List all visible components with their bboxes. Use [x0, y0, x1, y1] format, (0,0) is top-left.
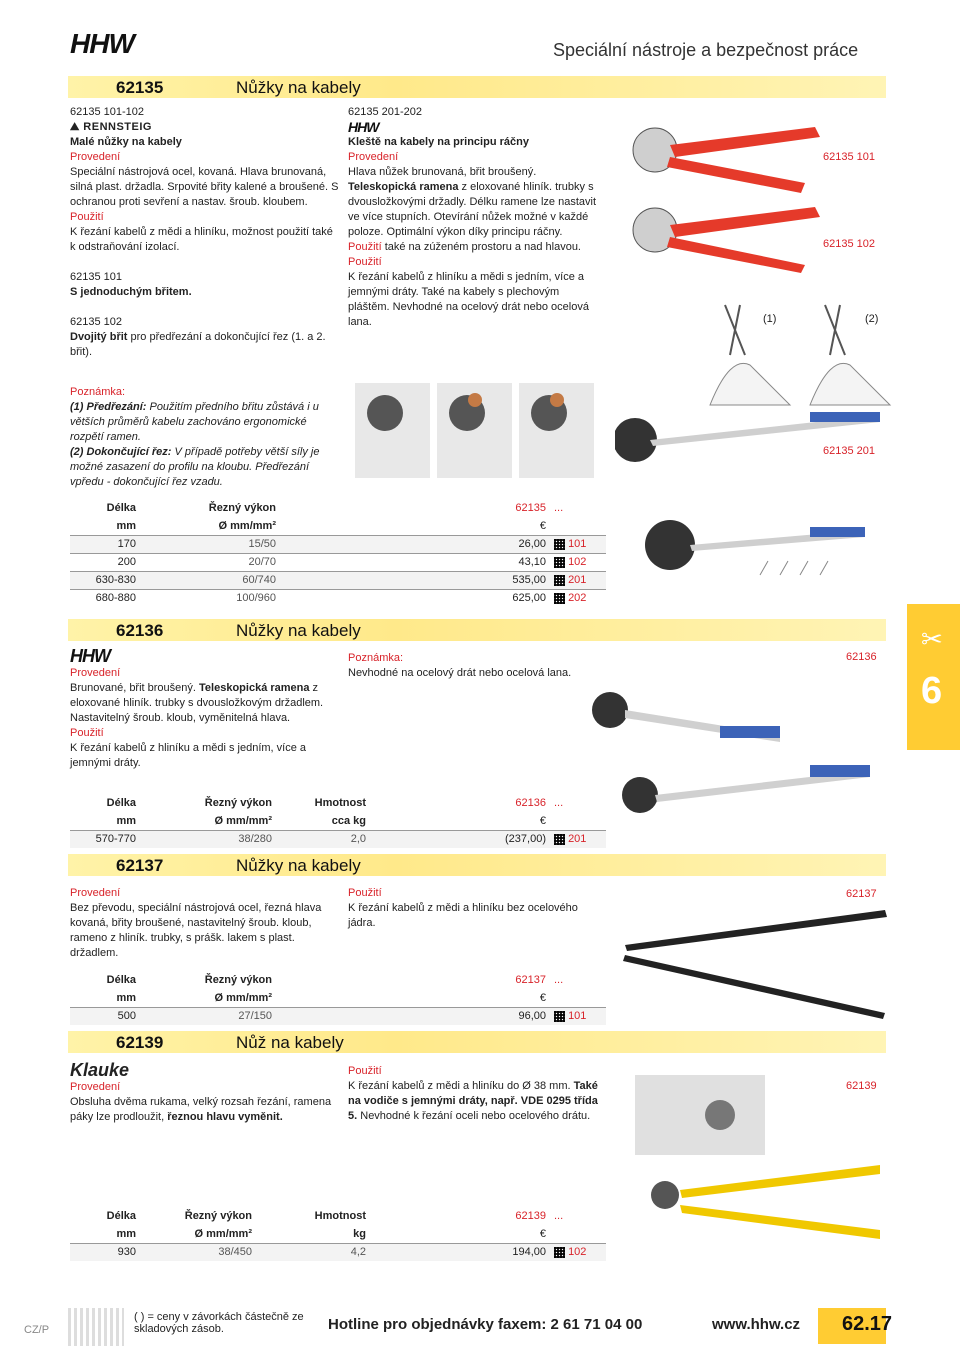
- cut-sequence-images: [345, 378, 615, 483]
- heading: Provedení: [348, 151, 399, 163]
- banner-62135: [68, 76, 886, 98]
- table-row: 500 27/150 96,00 101: [70, 1007, 606, 1025]
- heading: Použití: [70, 211, 104, 223]
- label-62137: 62137: [846, 888, 877, 900]
- table-row: 570-770 38/280 2,0 (237,00) 201: [70, 830, 606, 848]
- product-code: 62135 101-102: [70, 106, 145, 118]
- mark-1: (1): [763, 313, 777, 325]
- page-number: 62.17: [818, 1308, 886, 1344]
- code: 62135 101: [70, 271, 122, 283]
- heading: Provedení: [70, 151, 121, 163]
- table-62136: Délka Řezný výkon Hmotnost 62136 ... mm Ø mm/mm² cca kg € 570-770 38/280 2,0 (237,00) 201: [70, 794, 606, 848]
- product-name: Kleště na kabely na principu ráčny: [348, 136, 529, 148]
- table-62137: Délka Řezný výkon 62137 ... mm Ø mm/mm² € 500 27/150 96,00 101: [70, 971, 606, 1025]
- footer-pattern: [68, 1308, 124, 1346]
- col-62137-right: Použití K řezání kabelů z mědi a hliníku bez ocelového jádra.: [348, 887, 578, 929]
- table-row: 680-880 100/960 625,00 202: [70, 589, 606, 607]
- table-62135: [70, 499, 606, 607]
- col-62135-101: [70, 105, 340, 360]
- text: K řezání kabelů z hliníku a mědi s jedním, více a jemnými dráty. Také na kabely s plechovým pláštěm. Nevhodné na ocelový drát nebo ocelová lana.: [348, 271, 589, 328]
- product-name: Malé nůžky na kabely: [70, 136, 182, 148]
- label-62135-201: 62135 201: [823, 445, 875, 457]
- website: www.hhw.cz: [712, 1316, 801, 1333]
- banner-title: Nůžky na kabely: [236, 621, 361, 640]
- text: Dvojitý břit pro předřezání a dokončující řez (1. a 2. břit).: [70, 331, 326, 358]
- col-62135-201: [348, 105, 596, 330]
- product-image-62135-101-102: [615, 115, 825, 275]
- label-62135-101: 62135 101: [823, 151, 875, 163]
- code: 62135 102: [70, 316, 122, 328]
- text: Speciální nástrojová ocel, kovaná. Hlava brunovaná, silná plast. držadla. Srpovité břity kalené a broušené. S ochranou proti sevření a nastav. šroub. kloubem.: [70, 166, 339, 208]
- table-row: 170 15/50 26,00 101: [70, 535, 606, 553]
- hhw-logo: HHW: [70, 646, 110, 666]
- col-62139-right: Použití K řezání kabelů z mědi a hliníku do Ø 38 mm. Také na vodiče s jemnými dráty, např. VDE 0295 třída 5. Nevhodné k řezání oceli nebo ocelového drátu.: [348, 1065, 598, 1122]
- text: S jednoduchým břitem.: [70, 286, 192, 298]
- text: Hlava nůžek brunovaná, břit broušený. Teleskopická ramena z eloxované hliník. trubky s dvousložkovými držadly. Délku ramene lze nastavit ve více stupních. Otevírání nůžek možné v každé poloze. Optimální výkon díky principu ráčny. Použití také na zúženém prostoru a nad hlavou.: [348, 166, 597, 253]
- chapter-tab: [907, 604, 960, 750]
- table-row: 930 38/450 4,2 194,00 102: [70, 1243, 606, 1261]
- mark-2: (2): [865, 313, 879, 325]
- col-62136-right: Poznámka: Nevhodné na ocelový drát nebo ocelová lana.: [348, 652, 572, 679]
- col-62137-left: Provedení Bez převodu, speciální nástrojová ocel, řezná hlava kovaná, břity broušené, nastavitelný šroub. kloub, rameno z hliník. trubky, s prášk. lakem s plast. držadlem.: [70, 887, 322, 959]
- col-62139-left: Klauke Provedení Obsluha dvěma rukama, velký rozsah řezání, ramena páky lze prodloužit, řeznou hlavu vyměnit.: [70, 1060, 338, 1125]
- col-62136-left: HHW Provedení Brunované, břit broušený. Teleskopická ramena z eloxované hliník. trubky s dvousložkovým držadlem. Nastavitelný šroub. kloub, vyměnitelná hlava. Použití K řezání kabelů z hliníku a mědi s jedním, více a jemnými dráty.: [70, 646, 338, 771]
- product-code: 62135 201-202: [348, 106, 423, 118]
- banner-62139: [68, 1031, 886, 1053]
- hotline: Hotline pro objednávky faxem: 2 61 71 04 00: [328, 1316, 643, 1333]
- language-code: CZ/P: [24, 1324, 50, 1336]
- banner-title: Nůžky na kabely: [236, 856, 361, 875]
- table-subheader: mm Ø mm/mm² €: [116, 519, 546, 532]
- brand-rennsteig: ⛰ RENNSTEIG: [70, 121, 152, 133]
- label-62136: 62136: [846, 651, 877, 663]
- heading: Použití: [348, 256, 382, 268]
- label-62139: 62139: [846, 1080, 877, 1092]
- label-62135-102: 62135 102: [823, 238, 875, 250]
- page-footer: [0, 1308, 960, 1354]
- note-62135: Poznámka: (1) Předřezání: Použitím předního břitu zůstává i u větších průměrů kabelu zachováno ergonomické rozpětí ramen. (2) Dokončující řez: V případě potřeby větší síly je možné zasazení do profilu na kloubu. Předřezání vpředu - dokončující řez vzadu.: [70, 386, 320, 488]
- banner-title: Nůžky na kabely: [236, 78, 361, 97]
- chapter-number: 6: [921, 670, 943, 712]
- footer-note: ( ) = ceny v závorkách částečně ze skladových zásob.: [134, 1311, 304, 1335]
- hhw-logo: HHW: [70, 28, 134, 59]
- banner-code: 62139: [116, 1033, 164, 1052]
- rennsteig-logo-icon: ⛰: [70, 121, 84, 133]
- qr-code-icon: [554, 575, 565, 586]
- qr-code-icon: [554, 834, 565, 845]
- product-image-62137: [615, 905, 895, 1020]
- table-row: 630-830 60/740 535,00 201: [70, 571, 606, 589]
- product-image-62135-201: [615, 380, 885, 500]
- banner-code: 62136: [116, 621, 164, 640]
- qr-code-icon: [554, 593, 565, 604]
- product-image-62136: [580, 680, 880, 830]
- table-62139: Délka Řezný výkon Hmotnost 62139 ... mm Ø mm/mm² kg € 930 38/450 4,2 194,00 102: [70, 1207, 606, 1261]
- product-image-62139: [625, 1070, 885, 1255]
- banner-62137: [68, 854, 886, 876]
- klauke-logo: Klauke: [70, 1060, 130, 1080]
- banner-code: 62135: [116, 78, 164, 97]
- qr-code-icon: [554, 1011, 565, 1022]
- qr-code-icon: [554, 1247, 565, 1258]
- hhw-logo: HHW: [348, 119, 379, 135]
- text: K řezání kabelů z mědi a hliníku, možnost použití také k odstraňování izolací.: [70, 226, 333, 253]
- table-row: 200 20/70 43,10 102: [70, 553, 606, 571]
- table-header: Délka Řezný výkon 62135 ...: [106, 502, 564, 514]
- banner-62136: [68, 619, 886, 641]
- qr-code-icon: [554, 557, 565, 568]
- banner-title: Nůž na kabely: [236, 1033, 344, 1052]
- tool-icon: ✂: [921, 624, 943, 654]
- section-title: Speciální nástroje a bezpečnost práce: [553, 40, 859, 60]
- product-image-62135-202: [640, 505, 870, 600]
- banner-code: 62137: [116, 856, 164, 875]
- qr-code-icon: [554, 539, 565, 550]
